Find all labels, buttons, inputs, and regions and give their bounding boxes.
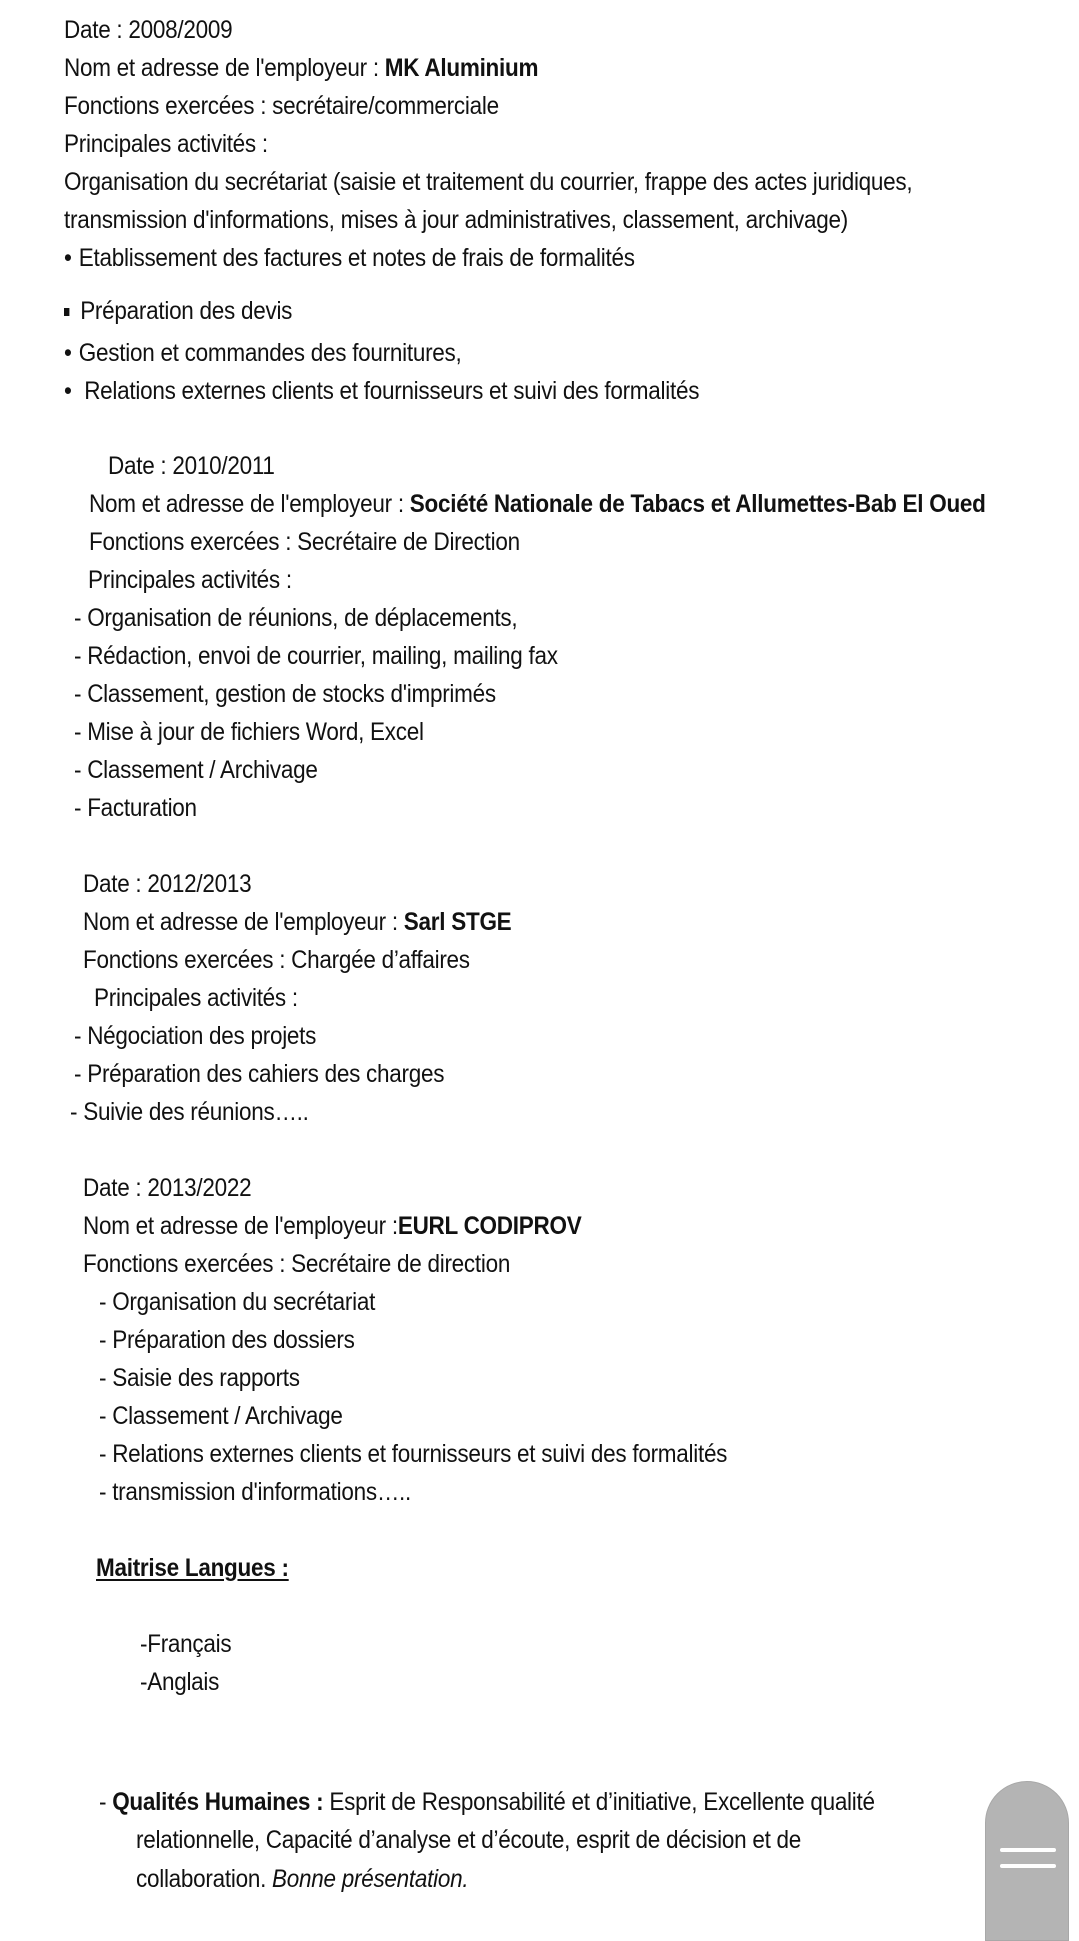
job3-activites-label: Principales activités : [94,984,298,1012]
job1-item-text: Préparation des devis [80,297,293,325]
job3-employer [83,903,511,941]
job4-date: Date : 2013/2022 [83,1174,252,1202]
bullet-icon: • [64,339,72,367]
job2-item-3: - Classement, gestion de stocks d'imprimés [74,680,496,708]
job4-employer-name: EURL CODIPROV [397,1212,582,1240]
job1-employer-prefix: Nom et adresse de l'employeur : [64,54,385,82]
job4-item-3: - Saisie des rapports [99,1364,300,1392]
job1-item-1 [64,239,635,277]
grip-line-icon [1000,1848,1056,1852]
job2-item-1: - Organisation de réunions, de déplacements, [74,604,518,632]
qualites-line-3 [136,1860,468,1898]
bullet-icon: • [64,377,72,405]
job4-item-6: - transmission d'informations….. [99,1478,412,1506]
job1-employer [64,49,538,87]
job1-fonctions: Fonctions exercées : secrétaire/commerciale [64,92,499,120]
job3-employer-prefix: Nom et adresse de l'employeur : [83,908,404,936]
job2-item-5: - Classement / Archivage [74,756,318,784]
scroll-handle[interactable] [985,1781,1069,1941]
job2-employer-prefix: Nom et adresse de l'employeur : [89,490,410,518]
job3-item-3: - Suivie des réunions….. [70,1098,309,1126]
square-bullet-icon [64,308,69,316]
qualites-label: Qualités Humaines : [112,1788,324,1816]
qualites-line-1 [99,1783,875,1821]
job2-item-4: - Mise à jour de fichiers Word, Excel [74,718,424,746]
grip-line-icon [1000,1864,1056,1868]
job4-fonctions: Fonctions exercées : Secrétaire de direction [83,1250,511,1278]
qualites-text-3: collaboration. [136,1865,273,1893]
job2-date: Date : 2010/2011 [108,452,275,480]
job3-employer-name: Sarl STGE [403,908,512,936]
langue-item: -Français [140,1630,232,1658]
job1-employer-name: MK Aluminium [384,54,539,82]
job1-item-text: Relations externes clients et fournisseurs et suivi des formalités [84,377,700,405]
job4-item-5: - Relations externes clients et fournisseurs et suivi des formalités [99,1440,728,1468]
job2-item-6: - Facturation [74,794,197,822]
job4-item-2: - Préparation des dossiers [99,1326,355,1354]
qualites-prefix: - [99,1788,113,1816]
job2-activites-label: Principales activités : [88,566,292,594]
job4-item-1: - Organisation du secrétariat [99,1288,376,1316]
job3-date: Date : 2012/2013 [83,870,252,898]
job3-item-1: - Négociation des projets [74,1022,317,1050]
qualites-text-3-italic: Bonne présentation. [272,1865,469,1893]
job1-item-4 [64,372,699,410]
qualites-text-1: Esprit de Responsabilité et d’initiative, Excellente qualité [323,1788,875,1816]
job1-activites-text-2: transmission d'informations, mises à jour administratives, classement, archivage) [64,206,848,234]
job3-item-2: - Préparation des cahiers des charges [74,1060,445,1088]
job1-item-3 [64,334,462,372]
job1-item-text: Gestion et commandes des fournitures, [78,339,462,367]
bullet-icon: • [64,244,72,272]
job1-item-text: Etablissement des factures et notes de frais de formalités [78,244,635,272]
langue-item: -Anglais [140,1668,220,1696]
job4-employer-prefix: Nom et adresse de l'employeur : [83,1212,398,1240]
job2-employer-name: Société Nationale de Tabacs et Allumettes-Bab El Oued [409,490,986,518]
job2-item-2: - Rédaction, envoi de courrier, mailing, mailing fax [74,642,558,670]
qualites-line-2: relationnelle, Capacité d’analyse et d’écoute, esprit de décision et de [136,1826,802,1854]
job1-date: Date : 2008/2009 [64,16,233,44]
job4-employer [83,1207,581,1245]
langues-heading: Maitrise Langues : [96,1554,289,1582]
job3-fonctions: Fonctions exercées : Chargée d’affaires [83,946,470,974]
job4-item-4: - Classement / Archivage [99,1402,343,1430]
job2-employer [89,485,986,523]
job1-activites-label: Principales activités : [64,130,268,158]
job2-fonctions: Fonctions exercées : Secrétaire de Direction [89,528,520,556]
job1-activites-text-1: Organisation du secrétariat (saisie et traitement du courrier, frappe des actes juridiques, [64,168,913,196]
job1-item-2 [64,292,292,330]
